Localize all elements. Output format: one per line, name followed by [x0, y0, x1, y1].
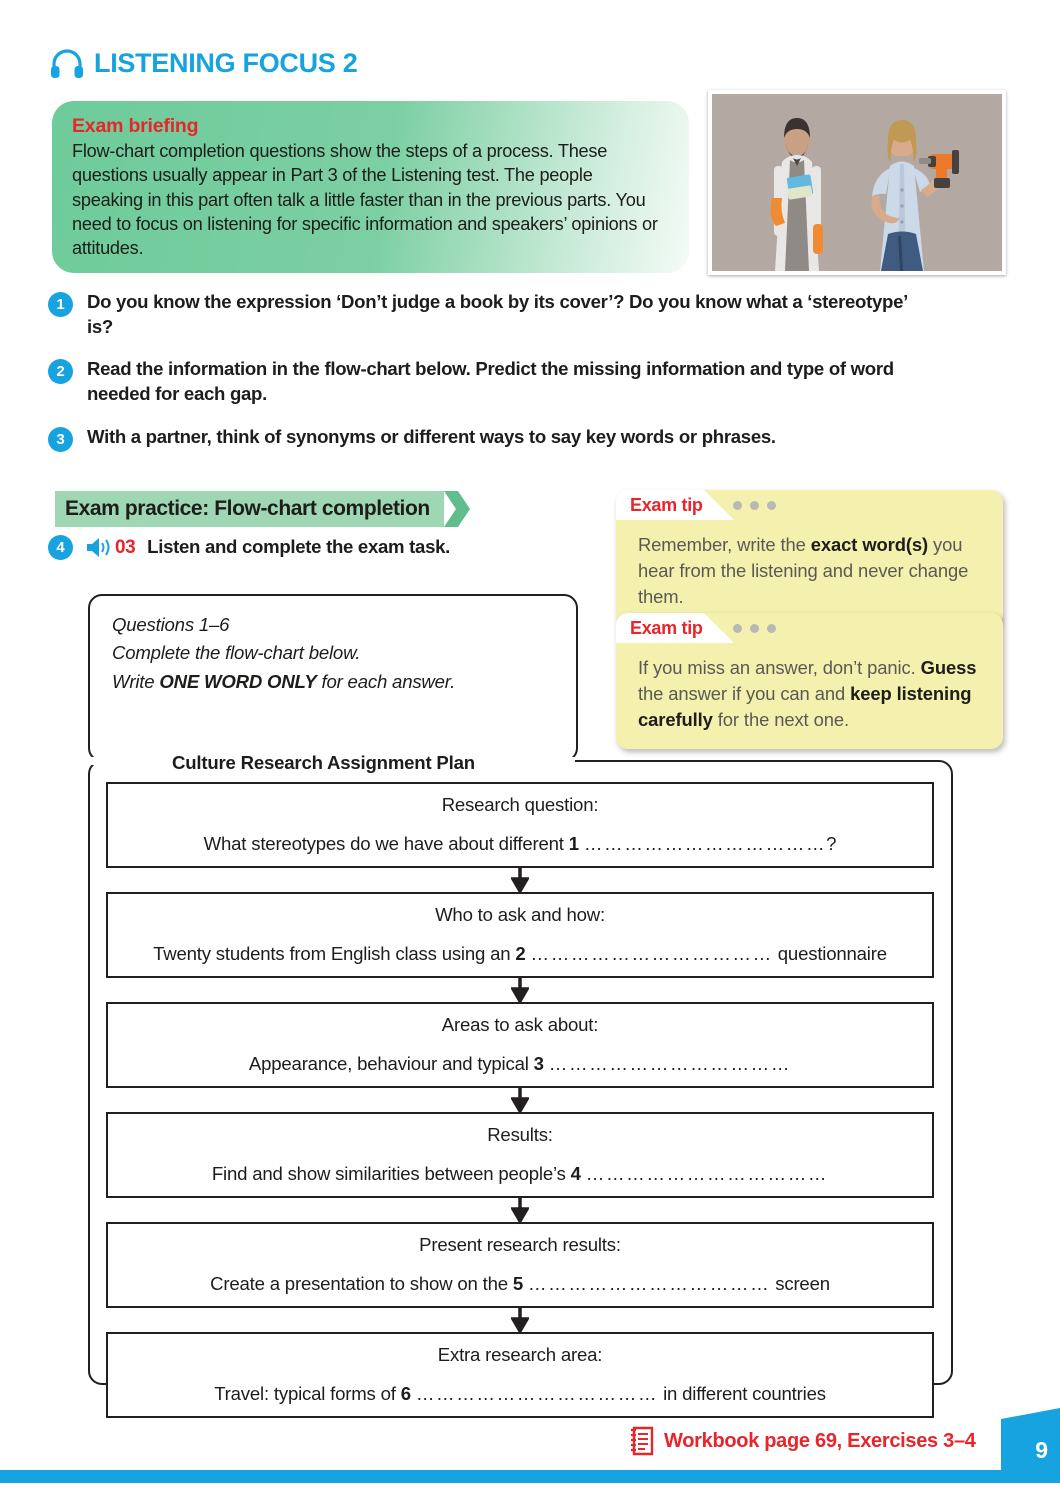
item-number-badge: 1 — [48, 292, 73, 317]
tip-header — [616, 490, 1003, 520]
flowchart-title: Culture Research Assignment Plan — [172, 752, 475, 773]
flowchart-step-3 — [106, 1002, 934, 1088]
step-gap-sentence: What stereotypes do we have about different 1 ………………………………? — [203, 833, 837, 854]
step-gap-sentence: Twenty students from English class using an 2 ……………………………… questionnaire — [153, 943, 887, 964]
flowchart-step-4 — [106, 1112, 934, 1198]
stereotype-photo — [708, 90, 1006, 275]
page-number-tab — [1001, 1408, 1060, 1470]
page-header — [50, 48, 357, 79]
workbook-label: Workbook page 69, Exercises 3–4 — [664, 1429, 976, 1452]
flowchart-step-6 — [106, 1332, 934, 1418]
banner-arrow-icon — [444, 491, 470, 527]
tip-text-bold: exact word(s) — [810, 534, 929, 555]
exam-tip-1 — [616, 490, 1003, 626]
page-number: 9 — [1035, 1437, 1048, 1463]
audio-track-number: 03 — [115, 536, 136, 558]
step-gap-sentence: Find and show similarities between people’s 4 ……………………………… — [211, 1163, 829, 1184]
instruction-text: Listen and complete the exam task. — [147, 536, 451, 558]
flow-arrow-4 — [106, 1198, 934, 1222]
item-number-badge: 4 — [48, 535, 73, 560]
instruction-text: With a partner, think of synonyms or different ways to say key words or phrases. — [87, 426, 776, 447]
flowchart-step-5 — [106, 1222, 934, 1308]
banner-label: Exam practice: Flow-chart completion — [65, 497, 430, 520]
instruction-item-3 — [48, 425, 948, 452]
bottom-accent-bar — [0, 1470, 1060, 1483]
flow-arrow-5 — [106, 1308, 934, 1332]
tip-header — [616, 613, 1003, 643]
step-heading: Results: — [487, 1124, 553, 1145]
item-number-badge: 2 — [48, 359, 73, 384]
flowchart — [106, 782, 934, 1418]
flow-arrow-1 — [106, 868, 934, 892]
flow-arrow-2 — [106, 978, 934, 1002]
step-gap-sentence: Appearance, behaviour and typical 3 ……………………………… — [248, 1053, 792, 1074]
questions-task: Complete the flow-chart below. — [112, 642, 361, 664]
flowchart-step-2 — [106, 892, 934, 978]
questions-text — [90, 596, 576, 696]
tip-dots-icon — [733, 624, 776, 633]
instruction-item-4 — [48, 535, 568, 560]
page-tab-shape — [1001, 1408, 1060, 1470]
workbook-reference — [628, 1426, 976, 1456]
flowchart-step-1 — [106, 782, 934, 868]
step-heading: Areas to ask about: — [441, 1014, 599, 1035]
tip-text-post: you hear from the listening and never change them. — [638, 534, 969, 608]
exam-briefing-body: Flow-chart completion questions show the steps of a process. These questions usually appear in Part 3 of the Listening test. The people speaking in this part often talk a little faster than in the previous parts. You need to focus on listening for specific information and speakers’ opinions or attitudes. — [72, 141, 658, 259]
step-gap-sentence: Create a presentation to show on the 5 ……………………………… screen — [210, 1273, 830, 1294]
speaker-icon[interactable] — [85, 537, 111, 558]
exam-briefing-box — [52, 101, 689, 273]
exam-briefing-title: Exam briefing — [72, 115, 199, 137]
headphones-icon — [50, 49, 84, 79]
tip-label: Exam tip — [630, 617, 703, 638]
banner-body — [55, 491, 444, 527]
instruction-text: Do you know the expression ‘Don’t judge a book by its cover’? Do you know what a ‘stereotype’ is? — [87, 291, 907, 337]
flow-arrow-3 — [106, 1088, 934, 1112]
tip-text-pre: If you miss an answer, don’t panic. — [638, 657, 921, 678]
step-gap-sentence: Travel: typical forms of 6 ……………………………… in different countries — [214, 1383, 826, 1404]
questions-rule: Write ONE WORD ONLY for each answer. — [112, 670, 456, 692]
step-heading: Research question: — [441, 794, 599, 815]
tip-label: Exam tip — [630, 494, 703, 515]
instruction-item-1 — [48, 290, 928, 340]
exam-practice-banner — [55, 491, 470, 527]
tip-text-bold: Guess — [920, 657, 977, 678]
questions-range: Questions 1–6 — [112, 614, 230, 635]
exam-tip-2 — [616, 613, 1003, 749]
tip-body — [616, 643, 1003, 749]
tip-body — [616, 520, 1003, 626]
tip-dots-icon — [733, 501, 776, 510]
instruction-text: Read the information in the flow-chart below. Predict the missing information and type of word needed for each gap. — [87, 358, 894, 404]
tip-text-bold-2: keep listening carefully — [638, 683, 972, 731]
tip-text-pre: Remember, write the — [638, 534, 811, 555]
tip-text-mid: the answer if you can and — [638, 683, 851, 705]
step-heading: Present research results: — [419, 1234, 621, 1255]
step-heading: Extra research area: — [437, 1344, 603, 1365]
page-title: LISTENING FOCUS 2 — [94, 48, 358, 78]
photo-illustration — [712, 94, 1002, 271]
instruction-item-2 — [48, 357, 948, 407]
questions-instruction-box — [88, 594, 578, 762]
step-heading: Who to ask and how: — [435, 904, 605, 925]
notebook-icon — [628, 1426, 654, 1456]
audio-track-marker[interactable] — [85, 537, 135, 559]
tip-text-post: for the next one. — [712, 709, 849, 731]
item-number-badge: 3 — [48, 427, 73, 452]
